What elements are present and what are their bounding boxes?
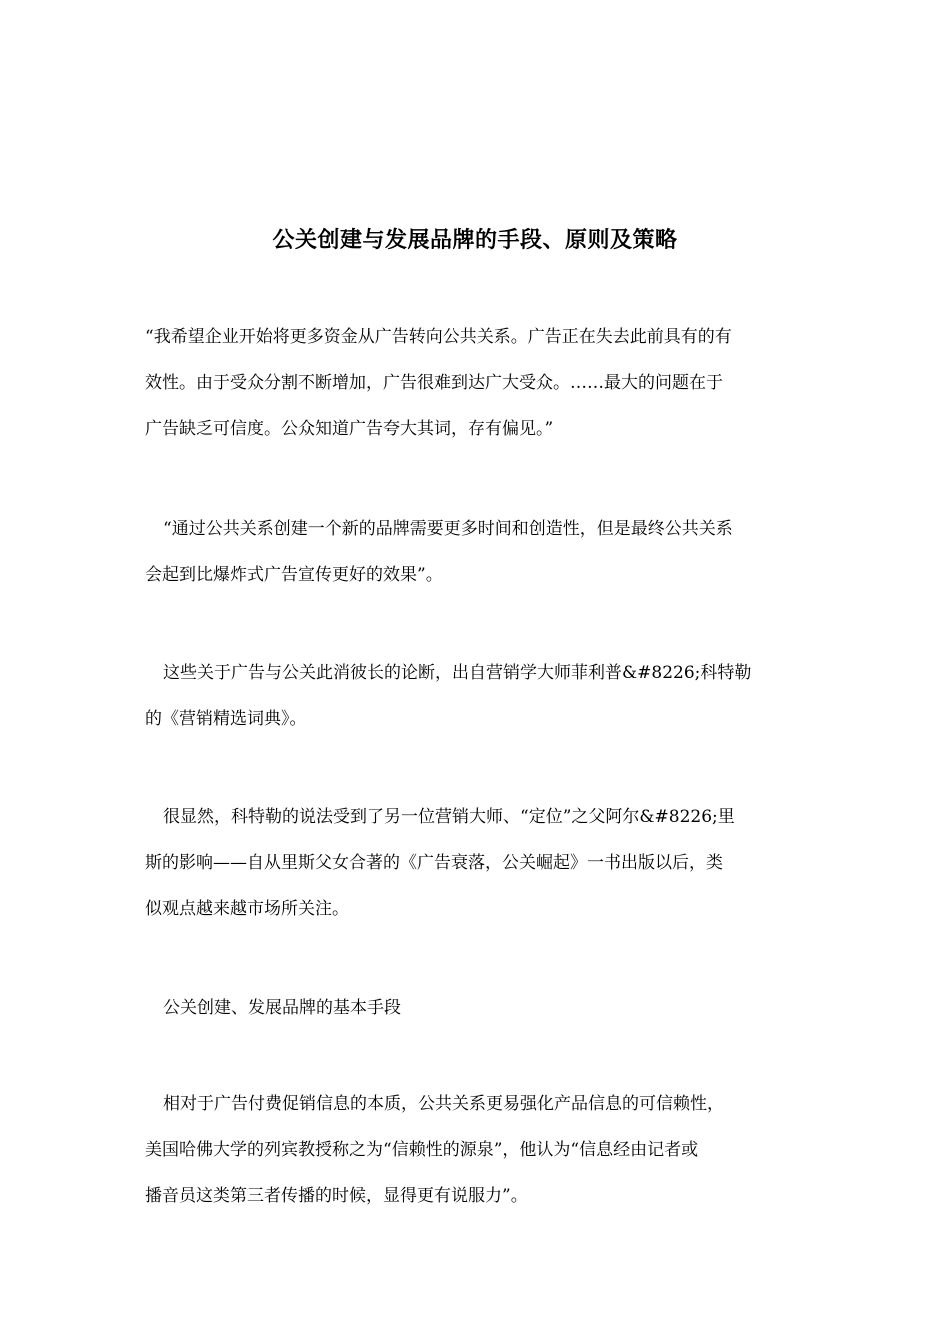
paragraph-line: 斯的影响——自从里斯父女合著的《广告衰落，公关崛起》一书出版以后，类 — [145, 853, 723, 873]
paragraph-4 — [145, 794, 807, 932]
paragraph-line: 会起到比爆炸式广告宣传更好的效果”。 — [145, 565, 443, 585]
paragraph-line: 很显然，科特勒的说法受到了另一位营销大师、“定位”之父阿尔&#8226;里 — [163, 807, 735, 827]
paragraph-line: 似观点越来越市场所关注。 — [145, 899, 349, 919]
paragraph-line: “我希望企业开始将更多资金从广告转向公共关系。广告正在失去此前具有的有 — [145, 327, 732, 347]
paragraph-line: 美国哈佛大学的列宾教授称之为“信赖性的源泉”，他认为“信息经由记者或 — [145, 1140, 699, 1160]
section-heading — [145, 985, 807, 1031]
paragraph-5 — [145, 1081, 807, 1219]
section-heading-text: 公关创建、发展品牌的基本手段 — [163, 998, 401, 1018]
paragraph-line: 效性。由于受众分割不断增加，广告很难到达广大受众。……最大的问题在于 — [145, 373, 723, 393]
paragraph-line: “通过公共关系创建一个新的品牌需要更多时间和创造性，但是最终公共关系 — [163, 519, 733, 539]
document-title: 公关创建与发展品牌的手段、原则及策略 — [272, 227, 678, 253]
paragraph-2 — [145, 506, 807, 598]
paragraph-line: 广告缺乏可信度。公众知道广告夸大其词，存有偏见。” — [145, 419, 554, 439]
paragraph-3 — [145, 650, 807, 742]
paragraph-line: 相对于广告付费促销信息的本质，公共关系更易强化产品信息的可信赖性， — [163, 1094, 724, 1114]
paragraph-1 — [145, 314, 807, 452]
paragraph-line: 的《营销精选词典》。 — [145, 709, 307, 729]
paragraph-line: 播音员这类第三者传播的时候，显得更有说服力”。 — [145, 1186, 528, 1206]
paragraph-line: 这些关于广告与公关此消彼长的论断，出自营销学大师菲利普&#8226;科特勒 — [163, 663, 752, 683]
